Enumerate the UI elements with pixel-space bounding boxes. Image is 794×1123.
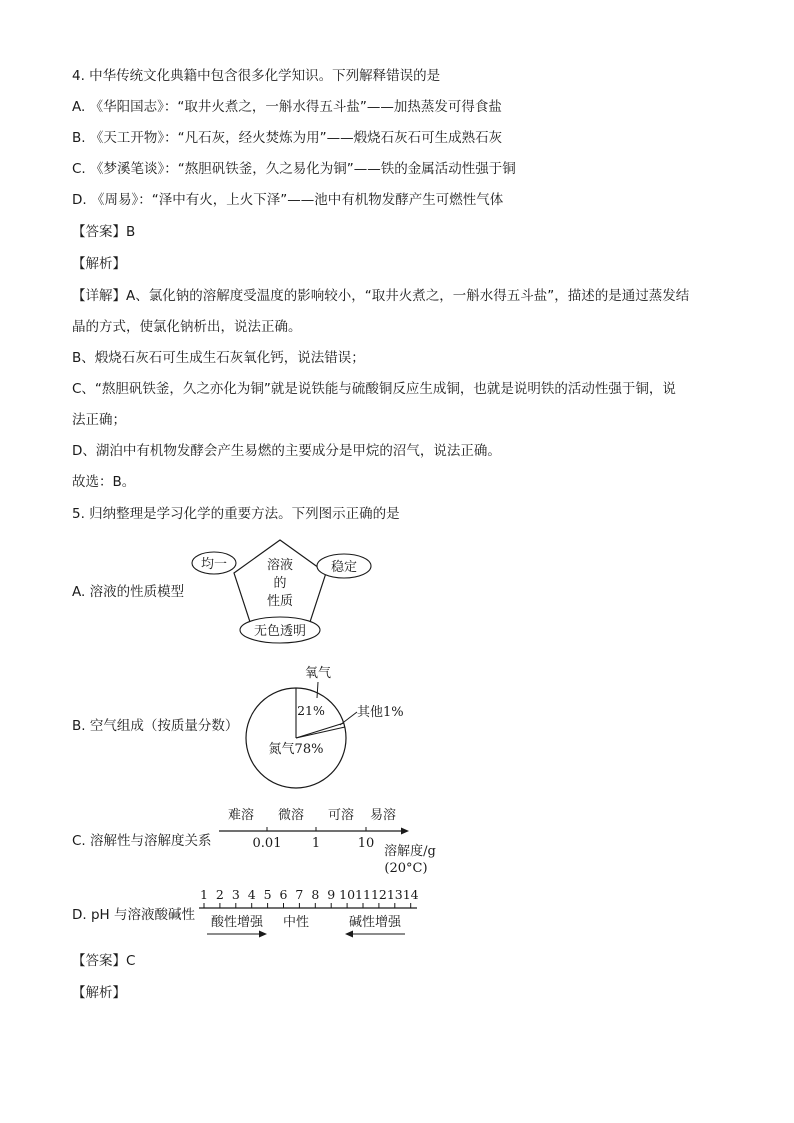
ph-number-row xyxy=(200,887,419,902)
ph-scale xyxy=(195,882,425,942)
q4-detail-c: C、“熬胆矾铁釜，久之亦化为铜”就是说铁能与硫酸铜反应生成铜，也就是说明铁的活动性强于铜，说 xyxy=(72,381,676,397)
q4-option-a: A. 《华阳国志》：“取井火煮之，一斛水得五斗盐”——加热蒸发可得食盐 xyxy=(72,99,502,115)
cat-very-soluble: 易溶 xyxy=(369,808,397,823)
q5-option-d-label: D. pH 与溶液酸碱性 xyxy=(72,907,195,923)
q4-analysis-label: 【解析】 xyxy=(72,256,126,272)
ph-number: 13 xyxy=(386,887,403,902)
ph-number: 11 xyxy=(355,887,371,902)
q4-option-c: C. 《梦溪笔谈》：“熬胆矾铁釜，久之易化为铜”——铁的金属活动性强于铜 xyxy=(72,161,516,177)
cat-insoluble: 难溶 xyxy=(227,808,255,823)
q4-detail-a-cont: 晶的方式，使氯化钠析出，说法正确。 xyxy=(72,319,302,335)
ph-number: 14 xyxy=(402,887,419,902)
q5-stem: 5. 归纳整理是学习化学的重要方法。下列图示正确的是 xyxy=(72,506,400,522)
ph-number: 12 xyxy=(370,887,387,902)
bottom-text: 无色透明 xyxy=(253,624,307,639)
pie-edge-oxygen-end xyxy=(296,723,344,738)
ph-tick-row xyxy=(204,903,411,908)
oxygen-label: 氧气 xyxy=(304,666,332,681)
ph-number: 5 xyxy=(263,887,272,902)
q4-option-d: D. 《周易》：“泽中有火，上火下泽”——池中有机物发酵产生可燃性气体 xyxy=(72,192,504,208)
q4-choose: 故选：B。 xyxy=(72,474,136,490)
tick-label-1: 1 xyxy=(311,836,321,851)
ph-number: 8 xyxy=(311,887,320,902)
center-text-2: 的 xyxy=(273,576,287,591)
q4-option-b: B. 《天工开物》：“凡石灰，经火焚炼为用”——煅烧石灰石可生成熟石灰 xyxy=(72,130,503,146)
axis-condition: (20°C) xyxy=(384,861,428,876)
solution-property-diagram xyxy=(190,533,380,648)
acid-arrow-head xyxy=(259,931,267,938)
other-label: 其他1% xyxy=(357,705,404,720)
q5-answer: 【答案】C xyxy=(72,953,136,969)
center-text-3: 性质 xyxy=(266,594,294,609)
axis-unit: 溶解度/g xyxy=(384,844,436,859)
left-text: 均一 xyxy=(200,557,228,572)
air-composition-pie xyxy=(240,660,440,795)
acid-label: 酸性增强 xyxy=(210,915,264,930)
ph-number: 2 xyxy=(215,887,224,902)
nitrogen-label: 氮气78% xyxy=(268,742,324,757)
q4-stem: 4. 中华传统文化典籍中包含很多化学知识。下列解释错误的是 xyxy=(72,68,441,84)
cat-slightly: 微溶 xyxy=(277,808,305,823)
tick-label-10: 10 xyxy=(357,836,375,851)
base-arrow-head xyxy=(345,931,353,938)
center-text-1: 溶液 xyxy=(266,558,294,573)
ph-number: 7 xyxy=(295,887,304,902)
ph-number: 9 xyxy=(327,887,336,902)
solubility-axis xyxy=(215,800,455,878)
q5-option-b-label: B. 空气组成（按质量分数） xyxy=(72,718,239,734)
cat-soluble: 可溶 xyxy=(327,808,355,823)
q4-detail-a: 【详解】A、氯化钠的溶解度受温度的影响较小，“取井火煮之，一斛水得五斗盐”，描述的是通过蒸发结 xyxy=(72,288,690,304)
ph-number: 10 xyxy=(339,887,356,902)
oxygen-leader xyxy=(317,682,318,698)
ph-number: 6 xyxy=(279,887,288,902)
q5-analysis-label: 【解析】 xyxy=(72,985,126,1001)
q4-detail-c-cont: 法正确； xyxy=(72,412,126,428)
ph-number: 3 xyxy=(231,887,240,902)
oxygen-percent: 21% xyxy=(297,703,325,718)
q5-option-a-label: A. 溶液的性质模型 xyxy=(72,584,185,600)
ph-number: 4 xyxy=(247,887,256,902)
neutral-label: 中性 xyxy=(282,915,310,930)
q5-option-c-label: C. 溶解性与溶解度关系 xyxy=(72,833,212,849)
base-label: 碱性增强 xyxy=(348,915,402,930)
ph-number: 1 xyxy=(200,887,208,902)
q4-detail-b: B、煅烧石灰石可生成生石灰氧化钙，说法错误； xyxy=(72,350,365,366)
axis-arrow xyxy=(401,828,409,835)
right-text: 稳定 xyxy=(330,560,358,575)
pie-edge-other xyxy=(296,727,345,738)
q4-answer: 【答案】B xyxy=(72,224,136,240)
q4-detail-d: D、湖泊中有机物发酵会产生易燃的主要成分是甲烷的沼气，说法正确。 xyxy=(72,443,501,459)
tick-label-001: 0.01 xyxy=(252,836,282,851)
